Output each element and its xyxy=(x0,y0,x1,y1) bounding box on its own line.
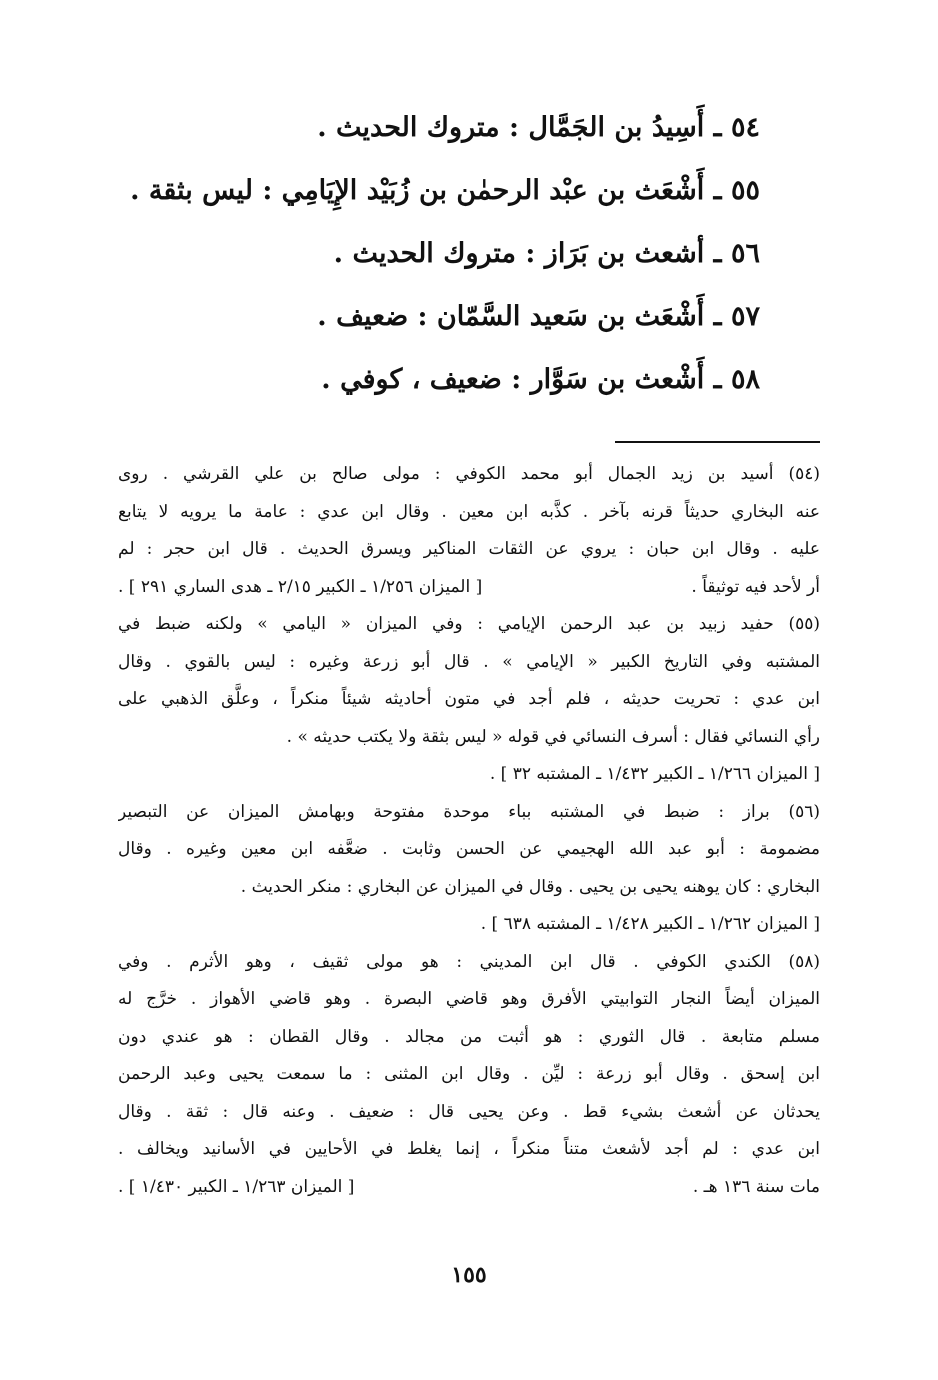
footnote-line: ابن إسحق . وقال أبو زرعة : ليِّن . وقال ابن المثنى : ما سمعت يحيى وعبد الرحمن xyxy=(118,1064,820,1084)
footnote-line: عليه . وقال ابن حبان : يروي عن الثقات المناكير ويسرق الحديث . قال ابن حجر : لم xyxy=(118,539,820,559)
footnote-reference: [ الميزان ١/٢٦٢ ـ الكبير ١/٤٢٨ ـ المشتبه ٦٣٨ ] . xyxy=(480,914,820,934)
footnote-text: أر لأحد فيه توثيقاً . xyxy=(691,576,820,597)
footnote-line: عنه البخاري حديثاً قرنه بآخر . كذَّبه ابن معين . وقال ابن عدي : عامة ما يرويه لا يتابع xyxy=(118,501,820,522)
footnote-line xyxy=(118,569,820,607)
footnote-line: (٥٥) حفيد زبيد بن عبد الرحمن الإيامي : وفي الميزان « اليامي » ولكنه ضبط في xyxy=(118,614,820,634)
footnote-line: رأي النسائي فقال : أسرف النسائي في قوله « ليس بثقة ولا يكتب حديثه » . xyxy=(286,726,820,747)
footnote-line: البخاري : كان يوهنه يحيى بن يحيى . وقال في الميزان عن البخاري : منكر الحديث . xyxy=(240,876,820,897)
footnote-line: المشتبه وفي التاريخ الكبير « الإيامي » . قال أبو زرعة وغيره : ليس بالقوي . وقال xyxy=(118,651,820,672)
footnote-text: مات سنة ١٣٦ هـ . xyxy=(692,1176,820,1197)
footnote-line: الميزان أيضاً النجار التوابيتي الأفرق وهو قاضي البصرة . وهو قاضي الأهواز . خرَّج له xyxy=(118,989,820,1009)
page-number: ١٥٥ xyxy=(451,1262,487,1288)
footnote-reference: [ الميزان ١/٢٦٣ ـ الكبير ١/٤٣٠ ] . xyxy=(118,1176,355,1197)
footnote-line: يحدثان عن أشعث بشيء قط . وعن يحيى قال : ضعيف . وعنه قال : ثقة . وقال xyxy=(118,1101,820,1122)
footnote-54 xyxy=(118,456,820,606)
footnote-line: (٥٦) براز : ضبط في المشتبه بباء موحدة مفتوحة وبهامش الميزان عن التبصير xyxy=(118,801,820,822)
footnote-separator xyxy=(615,441,820,443)
footnote-reference: [ الميزان ١/٢٦٦ ـ الكبير ١/٤٣٢ ـ المشتبه ٣٢ ] . xyxy=(489,764,820,784)
footnote-56 xyxy=(118,794,820,944)
entry-58: ٥٨ ـ أَشْعث بن سَوَّار : ضعيف ، كوفي . xyxy=(321,364,760,395)
footnotes xyxy=(118,456,820,1206)
footnote-line xyxy=(118,1169,820,1207)
footnote-55 xyxy=(118,606,820,794)
footnote-line: مضمومة : أبو عبد الله الهجيمي عن الحسن وثابت . ضعَّفه ابن معين وغيره . وقال xyxy=(118,839,820,859)
entry-57: ٥٧ ـ أَشْعَث بن سَعيد السَّمّان : ضعيف . xyxy=(317,301,760,332)
narrator-entries xyxy=(120,96,760,411)
footnote-line: (٥٨) الكندي الكوفي . قال ابن المديني : هو مولى ثقيف ، وهو الأثرم . وفي xyxy=(118,951,820,972)
entry-55: ٥٥ ـ أَشْعَث بن عبْد الرحمٰن بن زُبَيْد الإِيَامِي : ليس بثقة . xyxy=(130,175,760,206)
footnote-line: ابن عدي : لم أجد لأشعث متناً منكراً ، إنما يغلط في الأحايين في الأسانيد ويخالف . xyxy=(118,1139,820,1159)
entry-54: ٥٤ ـ أَسِيدُ بن الجَمَّال : متروك الحديث . xyxy=(317,112,760,143)
footnote-line: (٥٤) أسيد بن زيد الجمال أبو محمد الكوفي : مولى صالح بن علي القرشي . روى xyxy=(118,464,820,484)
footnote-line: ابن عدي : تحريت حديثه ، فلم أجد في متون أحاديثه شيئاً منكراً ، وعلَّق الذهبي على xyxy=(118,689,820,709)
entry-56: ٥٦ ـ أشعث بن بَرَاز : متروك الحديث . xyxy=(333,238,760,269)
footnote-58 xyxy=(118,944,820,1207)
footnote-reference: [ الميزان ١/٢٥٦ ـ الكبير ٢/١٥ ـ هدى الساري ٢٩١ ] . xyxy=(118,576,483,597)
footnote-line: مسلم متابعة . قال الثوري : هو أثبت من مجالد . وقال القطان : هو عندي دون xyxy=(118,1026,820,1047)
